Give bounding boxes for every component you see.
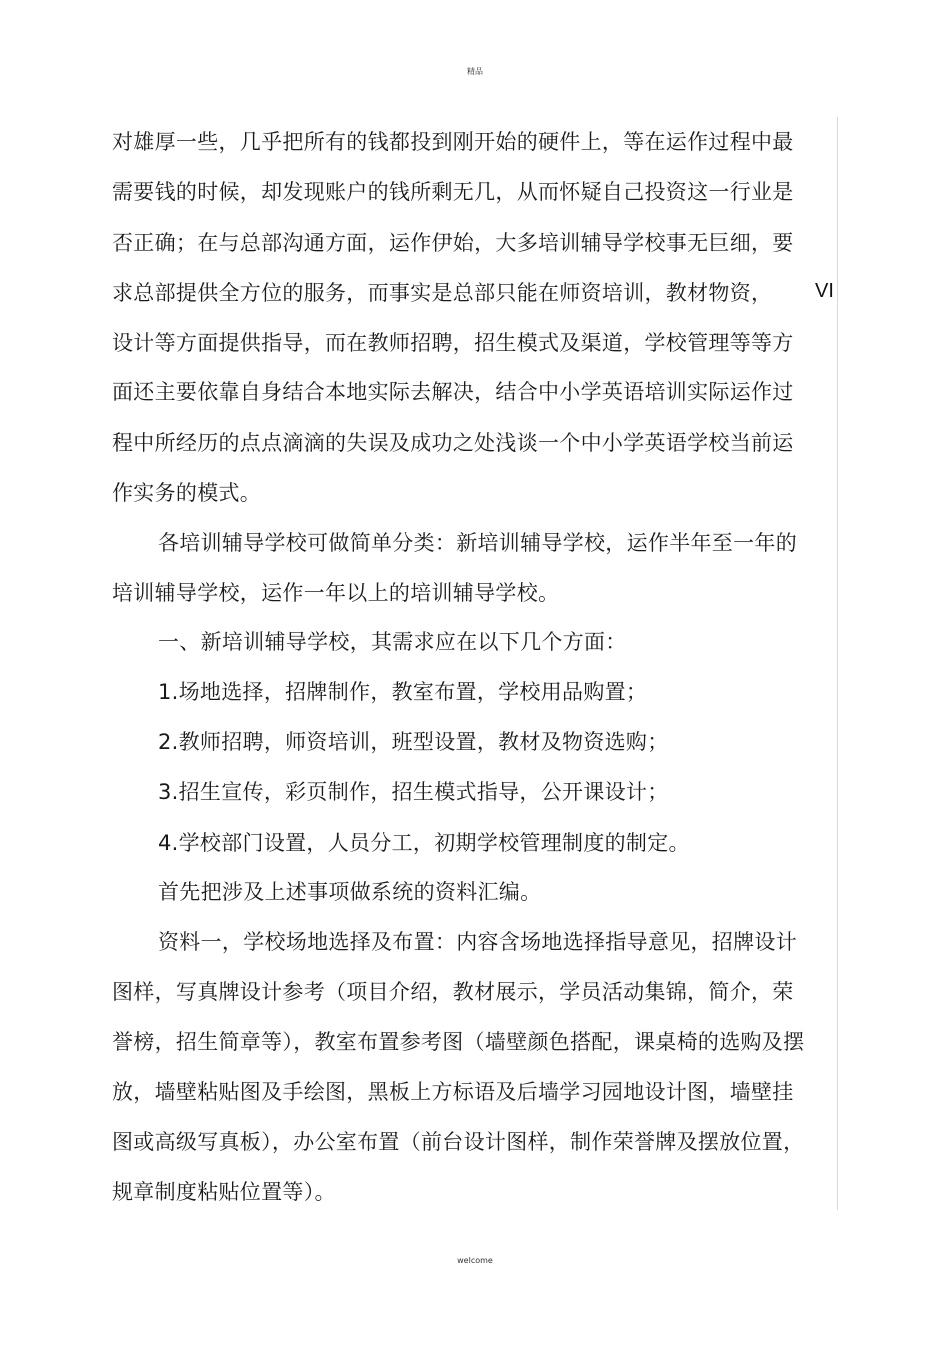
body-line: 各培训辅导学校可做简单分类：新培训辅导学校，运作半年至一年的: [158, 531, 797, 555]
page-footer: welcome: [457, 1256, 493, 1265]
body-line: 誉榜，招生简章等），教室布置参考图（墙壁颜色搭配，课桌椅的选购及摆: [112, 1030, 805, 1054]
list-item: 2.教师招聘，师资培训，班型设置，教材及物资选购；: [158, 730, 669, 754]
body-line: 资料一，学校场地选择及布置：内容含场地选择指导意见，招牌设计: [158, 930, 797, 954]
list-item: 4.学校部门设置，人员分工，初期学校管理制度的制定。: [158, 831, 690, 855]
margin-mark: VI: [815, 280, 834, 302]
body-line: 作实务的模式。: [112, 481, 262, 505]
body-line: 面还主要依靠自身结合本地实际去解决，结合中小学英语培训实际运作过: [112, 380, 794, 404]
body-line: 求总部提供全方位的服务，而事实是总部只能在师资培训，教材物资，: [112, 281, 773, 305]
list-item: 1.场地选择，招牌制作，教室布置，学校用品购置；: [158, 680, 648, 704]
body-line: 对雄厚一些，几乎把所有的钱都投到刚开始的硬件上，等在运作过程中最: [112, 130, 794, 154]
margin-rule: [837, 117, 838, 1210]
body-line: 图或高级写真板），办公室布置（前台设计图样，制作荣誉牌及摆放位置，: [112, 1130, 805, 1154]
body-line: 规章制度粘贴位置等）。: [112, 1180, 336, 1204]
page-header: 精品: [467, 67, 483, 76]
body-line: 设计等方面提供指导，而在教师招聘，招生模式及渠道，学校管理等等方: [112, 331, 794, 355]
list-item: 3.招生宣传，彩页制作，招生模式指导，公开课设计；: [158, 780, 669, 804]
body-line: 放，墙壁粘贴图及手绘图，黑板上方标语及后墙学习园地设计图，墙壁挂: [112, 1080, 794, 1104]
body-line: 首先把涉及上述事项做系统的资料汇编。: [158, 880, 542, 904]
body-line: 图样，写真牌设计参考（项目介绍，教材展示，学员活动集锦，简介，荣: [112, 980, 794, 1004]
body-line: 否正确；在与总部沟通方面，运作伊始，大多培训辅导学校事无巨细，要: [112, 231, 794, 255]
body-line: 需要钱的时候，却发现账户的钱所剩无几，从而怀疑自己投资这一行业是: [112, 180, 794, 204]
body-line: 程中所经历的点点滴滴的失误及成功之处浅谈一个中小学英语学校当前运: [112, 431, 794, 455]
section-heading: 一、新培训辅导学校，其需求应在以下几个方面：: [158, 630, 627, 654]
body-line: 培训辅导学校，运作一年以上的培训辅导学校。: [112, 581, 560, 605]
